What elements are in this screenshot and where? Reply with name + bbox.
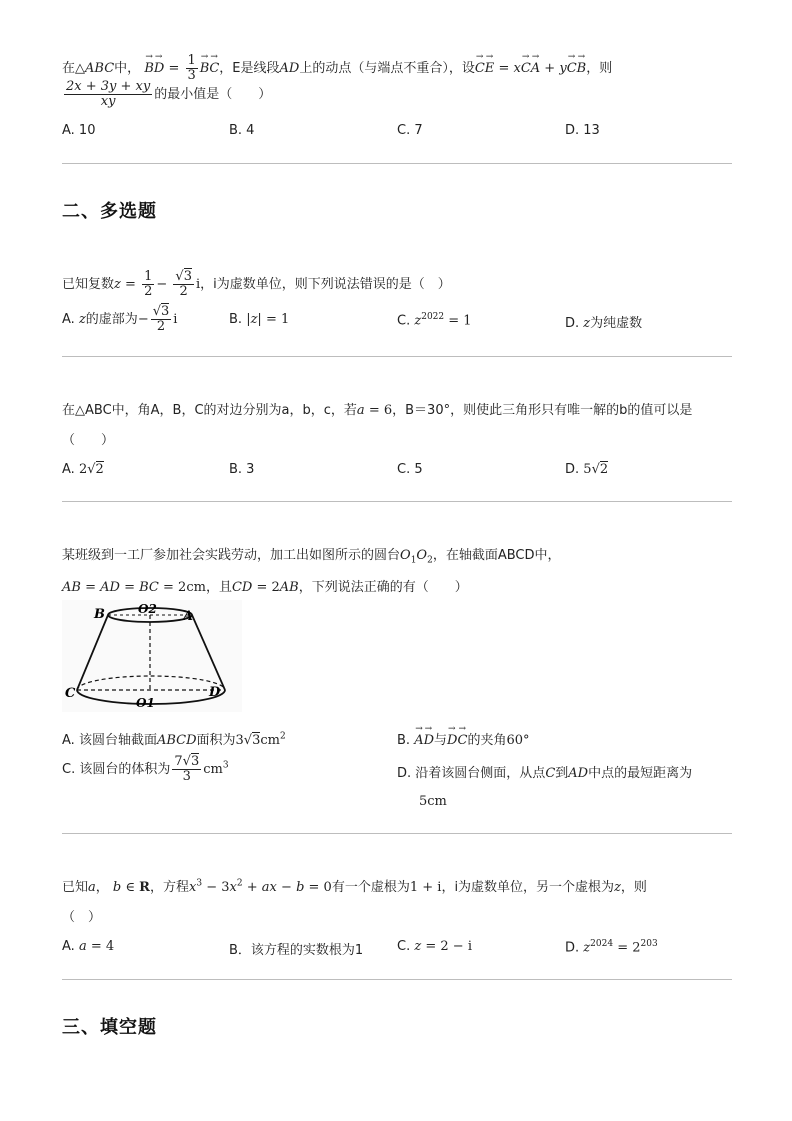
figure-label-o1: O1 [136, 696, 155, 710]
q1-option-b[interactable]: B. 4 [229, 123, 255, 138]
q1-line2: $\frac{2x + 3y + xy}{xy}$ 的最小值是（ ） [66, 79, 272, 109]
q2-option-c[interactable]: C. $z^{2022} = 1$ [397, 312, 472, 329]
q1-option-c[interactable]: C. 7 [397, 123, 423, 138]
frustum-figure [62, 600, 242, 712]
q4-option-c[interactable]: C. 该圆台的体积为 $\frac{7√3}{3}$ $cm^3$ [62, 754, 229, 784]
divider [62, 356, 732, 357]
q3-option-a[interactable]: A. 2√2 [62, 462, 104, 477]
divider [62, 501, 732, 502]
q4-option-d-cont: 5cm [419, 794, 447, 809]
q3-option-c[interactable]: C. 5 [397, 462, 423, 477]
q2-option-a[interactable]: A. z的虚部为− $\frac{√3}{2}$ i [62, 304, 178, 334]
q2-stem: 已知复数z = $\frac{1}{2}$ − $\frac{√3}{2}$ i，i为虚数单位，则下列说法错误的是（ ） [62, 269, 451, 299]
q3-option-b[interactable]: B. 3 [229, 462, 255, 477]
q4-option-d[interactable]: D. 沿着该圆台侧面，从点C到AD中点的最短距离为 [397, 766, 693, 781]
divider [62, 163, 732, 164]
q5-option-a[interactable]: A. a = 4 [62, 939, 115, 954]
figure-label-a: A [183, 609, 194, 624]
q1-option-d[interactable]: D. 13 [565, 123, 600, 138]
figure-label-d: D [209, 685, 221, 700]
divider [62, 979, 732, 980]
q3-line1: 在△ABC中，角A，B，C的对边分别为a，b，c，若a = 6，B＝30°，则使此三角形只有唯一解的b的值可以是 [62, 403, 693, 418]
q4-line2: AB = AD = BC = 2cm，且CD = 2AB，下列说法正确的有（ ） [62, 580, 468, 595]
figure-label-o2: O2 [138, 602, 157, 616]
q1-option-a[interactable]: A. 10 [62, 123, 96, 138]
section-heading-multiple-choice: 二、多选题 [62, 201, 157, 222]
q3-option-d[interactable]: D. 5√2 [565, 462, 609, 477]
q1-line1: 在△ABC中， → B→ D = $\frac{1}{3}$ → B→ C，E是线段AD上的动点（与端点不重合），设→ C→ E = x→ C→ A + y→ C→ B，则 [62, 54, 612, 83]
q5-option-c[interactable]: C. z = 2 − i [397, 939, 472, 954]
divider [62, 833, 732, 834]
q4-option-a[interactable]: A. 该圆台轴截面ABCD面积为$3√3cm^2$ [62, 731, 286, 748]
q2-option-d[interactable]: D. z为纯虚数 [565, 316, 643, 331]
q2-option-b[interactable]: B. |z| = 1 [229, 312, 290, 327]
q4-option-b[interactable]: B. → A→ D与→ D→ C的夹角60° [397, 729, 530, 748]
section-heading-fill-in: 三、填空题 [62, 1017, 157, 1038]
q5-line1: 已知a， b ∈ R，方程$x^3 - 3x^2$ + ax − b = 0有一个虚根为1 + i，i为虚数单位，另一个虚根为z，则 [62, 878, 647, 895]
q5-option-b[interactable]: B．该方程的实数根为1 [229, 943, 364, 958]
q4-line1: 某班级到一工厂参加社会实践劳动，加工出如图所示的圆台$O_1O_2$，在轴截面ABCD中， [62, 548, 561, 566]
q5-option-d[interactable]: D. $z^{2024} = 2^{203}$ [565, 939, 658, 956]
figure-label-c: C [65, 686, 76, 701]
q5-line2: （ ） [62, 910, 102, 925]
q3-line2: （ ） [62, 433, 115, 448]
figure-label-b: B [94, 607, 105, 622]
